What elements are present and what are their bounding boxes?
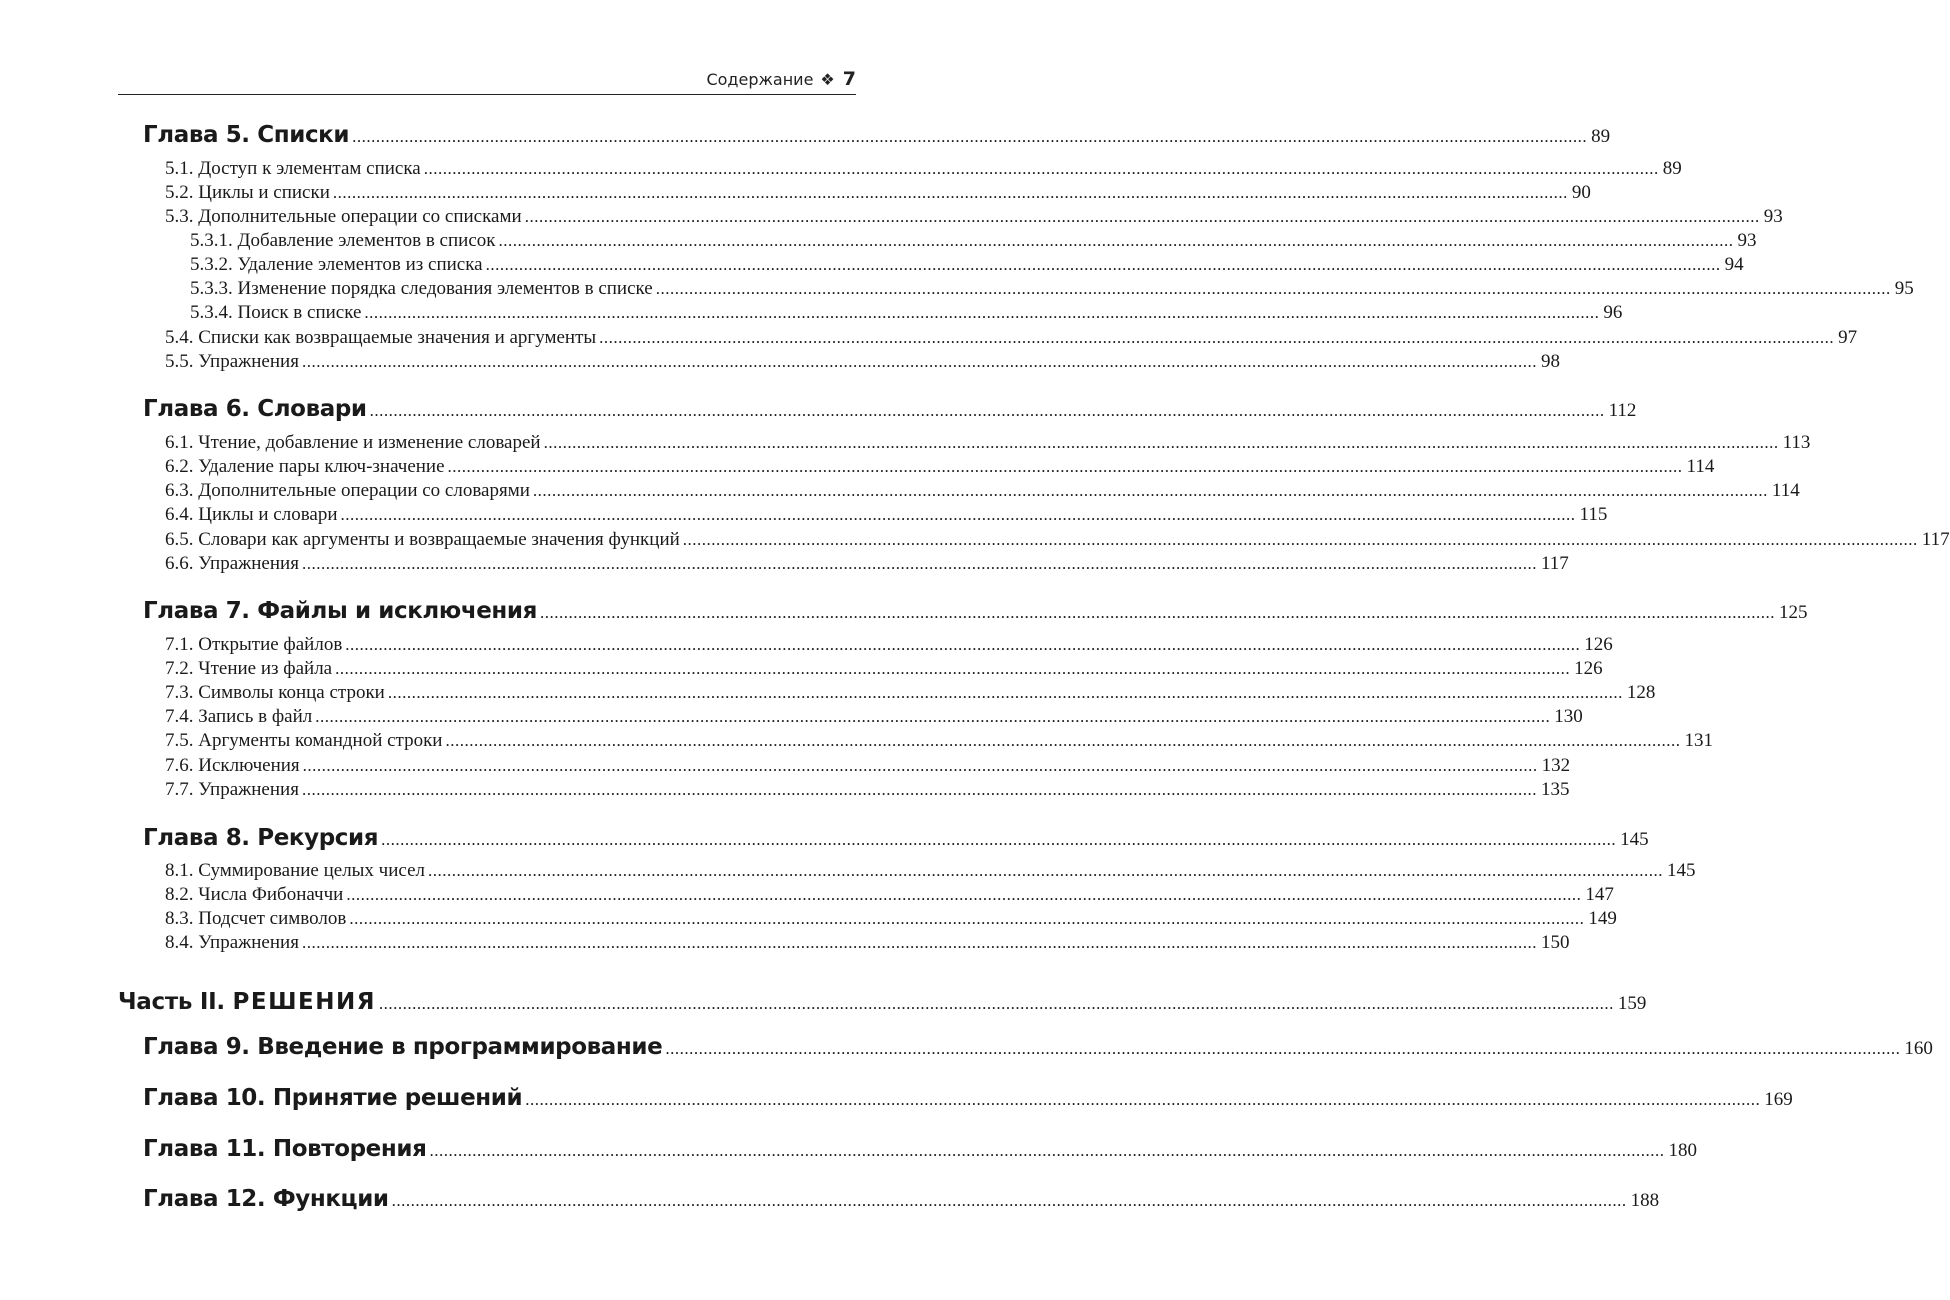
toc-entry-page: 89 — [1591, 126, 1611, 147]
toc-part-2[interactable] — [118, 989, 1647, 1019]
toc-entry-page: 149 — [1588, 908, 1617, 929]
toc-leader-dots: .................................................................................................................................................................................................................................................................... — [423, 159, 1659, 178]
toc-chapter-12[interactable] — [143, 1186, 1660, 1216]
toc-entry-title: 6.5. Словари как аргументы и возвращаемые значения функций — [165, 529, 680, 550]
toc-subsection-5-3-3[interactable] — [190, 278, 1914, 302]
diamond-ornament-icon: ❖ — [820, 70, 835, 89]
toc-entry-title: 6.2. Удаление пары ключ-значение — [165, 456, 445, 477]
toc-entry-page: 169 — [1764, 1089, 1793, 1110]
toc-chapter-5[interactable] — [143, 122, 1611, 152]
toc-leader-dots: .................................................................................................................................................................................................................................................................... — [345, 635, 1581, 654]
toc-entry-title: 5.3. Дополнительные операции со списками — [165, 206, 522, 227]
toc-chapter-8[interactable] — [143, 825, 1649, 855]
toc-entry-page: 125 — [1779, 602, 1808, 623]
toc-entry-title: 5.3.2. Удаление элементов из списка — [190, 254, 483, 275]
toc-leader-dots: .................................................................................................................................................................................................................................................................... — [369, 401, 1605, 420]
toc-entry-title: 7.7. Упражнения — [165, 779, 299, 800]
toc-chapter-7[interactable] — [143, 598, 1808, 628]
toc-entry-title: 6.6. Упражнения — [165, 553, 299, 574]
toc-entry-page: 112 — [1608, 400, 1637, 421]
toc-leader-dots: .................................................................................................................................................................................................................................................................... — [335, 659, 1571, 678]
toc-entry-page: 147 — [1585, 884, 1614, 905]
toc-entry-title: 8.1. Суммирование целых чисел — [165, 860, 425, 881]
toc-chapter-10[interactable] — [143, 1085, 1793, 1115]
toc-entry-page: 98 — [1540, 351, 1560, 372]
toc-leader-dots: .................................................................................................................................................................................................................................................................... — [302, 756, 1538, 775]
toc-entry-page: 126 — [1584, 634, 1613, 655]
toc-entry-title: 8.3. Подсчет символов — [165, 908, 347, 929]
toc-leader-dots: .................................................................................................................................................................................................................................................................... — [540, 603, 1776, 622]
toc-section-7-2[interactable] — [165, 658, 1603, 682]
toc-entry-page: 95 — [1894, 278, 1914, 299]
toc-leader-dots: .................................................................................................................................................................................................................................................................... — [655, 279, 1891, 298]
toc-entry-page: 150 — [1540, 932, 1570, 953]
toc-entry-title: 7.2. Чтение из файла — [165, 658, 333, 679]
toc-entry-title: Глава 12. Функции — [143, 1186, 389, 1212]
toc-leader-dots: .................................................................................................................................................................................................................................................................... — [346, 885, 1582, 904]
toc-section-7-4[interactable] — [165, 706, 1583, 730]
toc-leader-dots: .................................................................................................................................................................................................................................................................... — [364, 303, 1600, 322]
toc-entry-page: 145 — [1667, 860, 1696, 881]
toc-entry-page: 93 — [1763, 206, 1783, 227]
toc-section-5-2[interactable] — [165, 182, 1591, 206]
toc-section-5-1[interactable] — [165, 158, 1682, 182]
toc-part-name: РЕШЕНИЯ — [232, 989, 376, 1015]
toc-entry-page: 145 — [1620, 829, 1649, 850]
toc-entry-page: 113 — [1782, 432, 1811, 453]
toc-entry-title: Глава 10. Принятие решений — [143, 1085, 523, 1111]
toc-entry-title: 8.2. Числа Фибоначчи — [165, 884, 344, 905]
toc-leader-dots: .................................................................................................................................................................................................................................................................... — [599, 328, 1835, 347]
toc-entry-title: 7.4. Запись в файл — [165, 706, 313, 727]
toc-leader-dots: .................................................................................................................................................................................................................................................................... — [447, 457, 1683, 476]
toc-entry-page: 128 — [1626, 682, 1656, 703]
toc-entry-page: 180 — [1668, 1140, 1697, 1161]
toc-section-8-3[interactable] — [165, 908, 1617, 932]
toc-entry-title: 5.3.1. Добавление элементов в список — [190, 230, 496, 251]
toc-leader-dots: .................................................................................................................................................................................................................................................................... — [301, 352, 1537, 371]
toc-entry-title: Глава 11. Повторения — [143, 1136, 427, 1162]
toc-entry-title: 7.6. Исключения — [165, 755, 300, 776]
toc-entry-title: Глава 7. Файлы и исключения — [143, 598, 538, 624]
toc-entry-page: 114 — [1686, 456, 1715, 477]
toc-leader-dots: .................................................................................................................................................................................................................................................................... — [352, 127, 1588, 146]
toc-section-5-3[interactable] — [165, 206, 1783, 230]
toc-entry-page: 97 — [1838, 327, 1858, 348]
toc-subsection-5-3-4[interactable] — [190, 302, 1623, 326]
toc-section-7-6[interactable] — [165, 755, 1571, 779]
toc-leader-dots: .................................................................................................................................................................................................................................................................... — [485, 255, 1721, 274]
toc-leader-dots: .................................................................................................................................................................................................................................................................... — [381, 830, 1617, 849]
toc-chapter-6[interactable] — [143, 396, 1637, 426]
toc-entry-title: Глава 6. Словари — [143, 396, 367, 422]
running-header-title: Содержание — [706, 70, 814, 89]
toc-section-5-4[interactable] — [165, 327, 1858, 351]
toc-section-7-3[interactable] — [165, 682, 1656, 706]
toc-entry-page: 126 — [1574, 658, 1603, 679]
toc-part-title — [118, 989, 376, 1015]
toc-entry-page: 93 — [1737, 230, 1757, 251]
toc-entry-page: 132 — [1541, 755, 1571, 776]
toc-leader-dots: .................................................................................................................................................................................................................................................................... — [665, 1039, 1901, 1058]
toc-entry-title: 7.5. Аргументы командной строки — [165, 730, 443, 751]
toc-section-6-6[interactable] — [165, 553, 1569, 577]
toc-entry-page: 89 — [1662, 158, 1682, 179]
toc-section-6-1[interactable] — [165, 432, 1811, 456]
toc-entry-page: 188 — [1630, 1190, 1660, 1211]
toc-entry-title: 7.1. Открытие файлов — [165, 634, 343, 655]
toc-entry-title: 6.4. Циклы и словари — [165, 504, 338, 525]
toc-entry-page: 115 — [1579, 504, 1608, 525]
toc-leader-dots: .................................................................................................................................................................................................................................................................... — [682, 530, 1918, 549]
toc-entry-page: 159 — [1617, 993, 1647, 1014]
running-header — [118, 62, 856, 95]
toc-section-8-4[interactable] — [165, 932, 1570, 956]
toc-entry-page: 90 — [1571, 182, 1591, 203]
toc-section-7-1[interactable] — [165, 634, 1613, 658]
toc-leader-dots: .................................................................................................................................................................................................................................................................... — [524, 207, 1760, 226]
toc-leader-dots: .................................................................................................................................................................................................................................................................... — [391, 1191, 1627, 1210]
toc-section-6-4[interactable] — [165, 504, 1608, 528]
toc-entry-title: Глава 9. Введение в программирование — [143, 1034, 663, 1060]
toc-leader-dots: .................................................................................................................................................................................................................................................................... — [429, 1141, 1665, 1160]
toc-entry-page: 117 — [1921, 529, 1950, 550]
toc-entry-title: 5.3.3. Изменение порядка следования элементов в списке — [190, 278, 653, 299]
toc-entry-title: 8.4. Упражнения — [165, 932, 299, 953]
toc-entry-title: 5.4. Списки как возвращаемые значения и аргументы — [165, 327, 597, 348]
toc-leader-dots: .................................................................................................................................................................................................................................................................... — [543, 433, 1779, 452]
toc-leader-dots: .................................................................................................................................................................................................................................................................... — [332, 183, 1568, 202]
toc-entry-page: 117 — [1540, 553, 1569, 574]
toc-entry-page: 131 — [1684, 730, 1713, 751]
toc-section-7-7[interactable] — [165, 779, 1570, 803]
running-header-text — [706, 68, 856, 90]
toc-leader-dots: .................................................................................................................................................................................................................................................................... — [340, 505, 1576, 524]
toc-entry-page: 135 — [1540, 779, 1570, 800]
toc-leader-dots: .................................................................................................................................................................................................................................................................... — [301, 933, 1537, 952]
toc-entry-page: 130 — [1554, 706, 1583, 727]
toc-leader-dots: .................................................................................................................................................................................................................................................................... — [349, 909, 1585, 928]
toc-section-8-1[interactable] — [165, 860, 1696, 884]
toc-section-8-2[interactable] — [165, 884, 1614, 908]
toc-leader-dots: .................................................................................................................................................................................................................................................................... — [315, 707, 1551, 726]
toc-entry-title: 6.1. Чтение, добавление и изменение словарей — [165, 432, 541, 453]
toc-section-6-5[interactable] — [165, 529, 1950, 553]
toc-entry-title: 5.5. Упражнения — [165, 351, 299, 372]
toc-leader-dots: .................................................................................................................................................................................................................................................................... — [498, 231, 1734, 250]
toc-entry-page: 160 — [1904, 1038, 1933, 1059]
toc-section-5-5[interactable] — [165, 351, 1560, 375]
toc-part-prefix: Часть II. — [118, 989, 225, 1015]
toc-leader-dots: .................................................................................................................................................................................................................................................................... — [525, 1090, 1761, 1109]
toc-leader-dots: .................................................................................................................................................................................................................................................................... — [301, 554, 1537, 573]
toc-entry-page: 94 — [1724, 254, 1744, 275]
toc-subsection-5-3-1[interactable] — [190, 230, 1757, 254]
toc-entry-page: 96 — [1603, 302, 1623, 323]
toc-leader-dots: .................................................................................................................................................................................................................................................................... — [532, 481, 1768, 500]
toc-section-7-5[interactable] — [165, 730, 1713, 754]
toc-chapter-11[interactable] — [143, 1136, 1697, 1166]
toc-entry-title: 5.1. Доступ к элементам списка — [165, 158, 421, 179]
page-number: 7 — [842, 68, 856, 90]
toc-chapter-9[interactable] — [143, 1034, 1933, 1064]
toc-leader-dots: .................................................................................................................................................................................................................................................................... — [378, 994, 1614, 1013]
toc-entry-title: Глава 8. Рекурсия — [143, 825, 379, 851]
toc-leader-dots: .................................................................................................................................................................................................................................................................... — [387, 683, 1623, 702]
toc-entry-title: Глава 5. Списки — [143, 122, 350, 148]
toc-leader-dots: .................................................................................................................................................................................................................................................................... — [428, 861, 1663, 880]
toc-entry-page: 114 — [1771, 480, 1800, 501]
toc-section-6-3[interactable] — [165, 480, 1800, 504]
toc-entry-title: 7.3. Символы конца строки — [165, 682, 385, 703]
toc-entry-title: 5.3.4. Поиск в списке — [190, 302, 362, 323]
toc-leader-dots: .................................................................................................................................................................................................................................................................... — [301, 780, 1537, 799]
toc-entry-title: 5.2. Циклы и списки — [165, 182, 330, 203]
toc-leader-dots: .................................................................................................................................................................................................................................................................... — [445, 731, 1681, 750]
toc-section-6-2[interactable] — [165, 456, 1715, 480]
toc-subsection-5-3-2[interactable] — [190, 254, 1744, 278]
toc-entry-title: 6.3. Дополнительные операции со словарями — [165, 480, 530, 501]
